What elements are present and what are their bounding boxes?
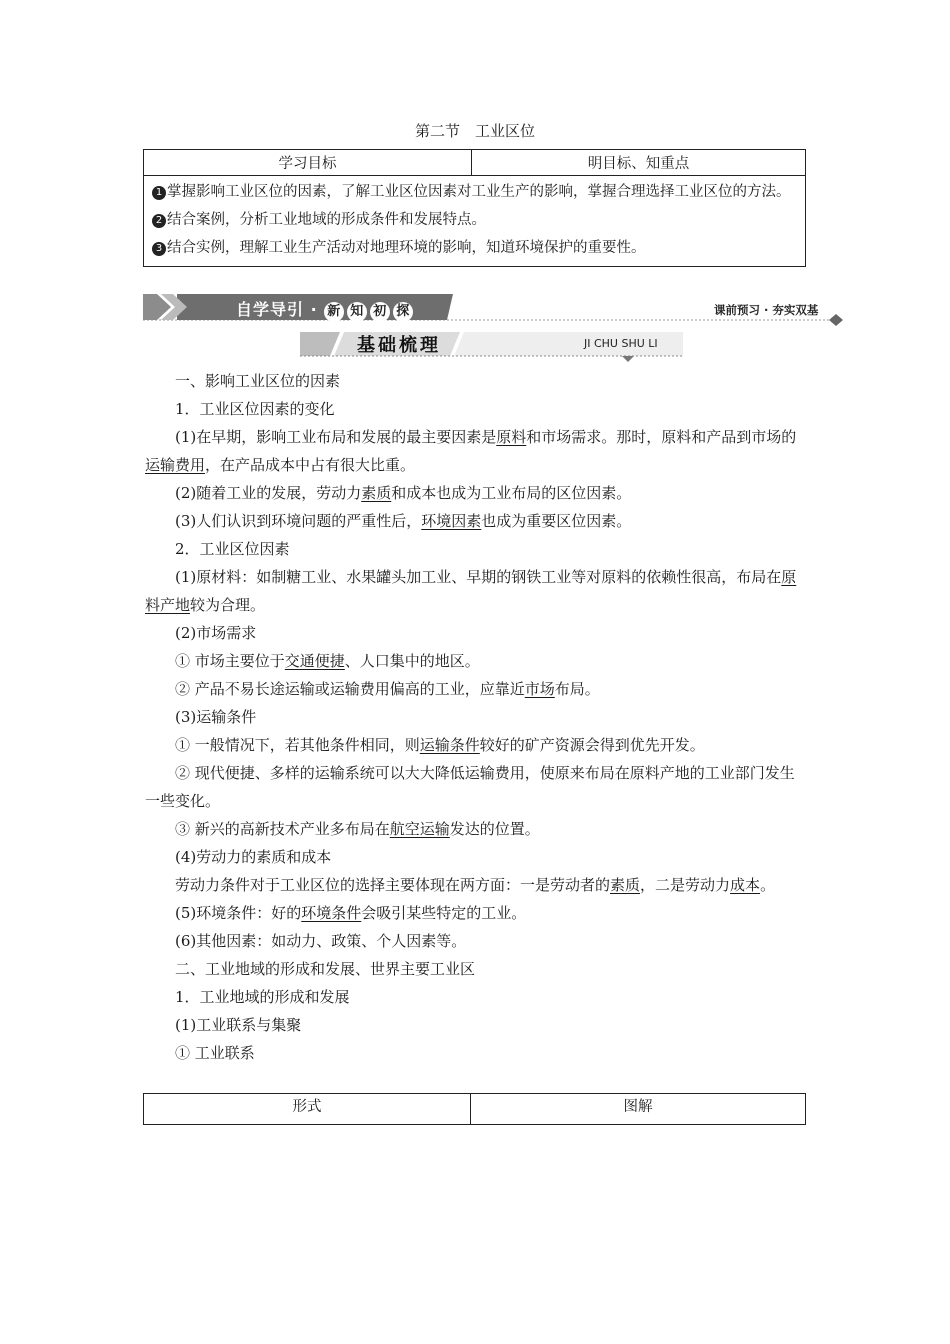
- diamond-icon: [829, 314, 843, 326]
- answer-blank: 成本: [730, 876, 761, 894]
- paragraph: [145, 647, 808, 675]
- text-run: 1．工业区位因素的变化: [175, 400, 335, 418]
- text-run: 较好的矿产资源会得到优先开发。: [479, 736, 705, 754]
- answer-blank: 环境因素: [421, 512, 482, 530]
- text-run: (1)原材料：如制糖工业、水果罐头加工业、早期的钢铁工业等对原料的依赖性很高，布局在: [175, 568, 782, 586]
- industry-link-table: [143, 1093, 806, 1125]
- number-badge-icon: 3: [152, 242, 166, 256]
- paragraph: [145, 1011, 808, 1039]
- banner-title: 自学导引 · 新 知 初 探: [236, 297, 416, 322]
- text-run: 劳动力条件对于工业区位的选择主要体现在两方面：一是劳动者的: [175, 876, 611, 894]
- banner-char: 知: [347, 302, 367, 322]
- paragraph: [145, 983, 808, 1011]
- paragraph: [145, 423, 808, 479]
- text-run: ② 产品不易长途运输或运输费用偏高的工业，应靠近: [175, 680, 525, 698]
- paragraph: [145, 759, 808, 815]
- answer-blank: 市场: [524, 680, 555, 698]
- text-run: 一、影响工业区位的因素: [175, 372, 341, 390]
- text-run: (6)其他因素：如动力、政策、个人因素等。: [175, 932, 467, 950]
- text-run: (2)市场需求: [175, 624, 257, 642]
- answer-blank: 素质: [610, 876, 641, 894]
- text-run: 也成为重要区位因素。: [481, 512, 632, 530]
- text-run: 发达的位置。: [449, 820, 540, 838]
- text-run: 。: [760, 876, 776, 894]
- paragraph: [145, 367, 808, 395]
- paragraph: [145, 479, 808, 507]
- learning-goals-table: [143, 149, 806, 267]
- paragraph: [145, 815, 808, 843]
- paragraph: [145, 703, 808, 731]
- text-run: (1)工业联系与集聚: [175, 1016, 302, 1034]
- goals-body: [144, 176, 806, 267]
- text-run: (1)在早期，影响工业布局和发展的最主要因素是: [175, 428, 497, 446]
- text-run: 较为合理。: [190, 596, 266, 614]
- paragraph: [145, 395, 808, 423]
- text-run: ③ 新兴的高新技术产业多布局在: [175, 820, 390, 838]
- paragraph: [145, 1039, 808, 1067]
- banner-subtitle: 课前预习 · 夯实双基: [714, 303, 819, 317]
- goal-item: 2 结合案例，分析工业地域的形成条件和发展特点。: [152, 206, 799, 234]
- answer-blank: 原料产地: [145, 568, 797, 614]
- answer-blank: 运输费用: [145, 456, 206, 474]
- goals-header-left: 学习目标: [144, 150, 472, 176]
- text-run: (3)运输条件: [175, 708, 257, 726]
- paragraph: [145, 731, 808, 759]
- text-run: 1．工业地域的形成和发展: [175, 988, 350, 1006]
- answer-blank: 航空运输: [389, 820, 450, 838]
- text-run: 和成本也成为工业布局的区位因素。: [391, 484, 632, 502]
- text-run: (3)人们认识到环境问题的严重性后，: [175, 512, 422, 530]
- banner-char: 探: [393, 302, 413, 322]
- answer-blank: 原料: [496, 428, 527, 446]
- text-run: ，在产品成本中占有很大比重。: [205, 456, 416, 474]
- goals-header-right: 明目标、知重点: [472, 150, 806, 176]
- answer-blank: 交通便捷: [284, 652, 345, 670]
- text-run: ② 现代便捷、多样的运输系统可以大大降低运输费用，使原来布局在原料产地的工业部门发生一些变化。: [145, 764, 795, 810]
- main-content: [145, 367, 808, 1067]
- number-badge-icon: 1: [152, 186, 166, 200]
- paragraph: [145, 619, 808, 647]
- number-badge-icon: 2: [152, 214, 166, 228]
- answer-blank: 环境条件: [301, 904, 362, 922]
- paragraph: [145, 843, 808, 871]
- text-run: 二、工业地域的形成和发展、世界主要工业区: [175, 960, 476, 978]
- section-title: 基础梳理: [357, 335, 441, 356]
- caret-down-icon: [622, 356, 634, 362]
- text-run: (4)劳动力的素质和成本: [175, 848, 332, 866]
- paragraph: [145, 899, 808, 927]
- text-run: 、人口集中的地区。: [344, 652, 480, 670]
- text-run: 布局。: [554, 680, 600, 698]
- text-run: ① 市场主要位于: [175, 652, 285, 670]
- paragraph: [145, 535, 808, 563]
- table-header-diagram: 图解: [471, 1094, 806, 1125]
- table-header-form: 形式: [144, 1094, 471, 1125]
- answer-blank: 素质: [361, 484, 392, 502]
- answer-blank: 运输条件: [419, 736, 480, 754]
- text-run: ① 一般情况下，若其他条件相同，则: [175, 736, 420, 754]
- text-run: 2．工业区位因素: [175, 540, 290, 558]
- goal-item: 3 结合实例，理解工业生产活动对地理环境的影响，知道环境保护的重要性。: [152, 234, 799, 262]
- text-run: ，二是劳动力: [640, 876, 731, 894]
- goal-item: 1 掌握影响工业区位的因素，了解工业区位因素对工业生产的影响，掌握合理选择工业区位的方法。: [152, 178, 799, 206]
- paragraph: [145, 507, 808, 535]
- text-run: 和市场需求。那时，原料和产品到市场的: [526, 428, 797, 446]
- paragraph: [145, 955, 808, 983]
- paragraph: [145, 871, 808, 899]
- section-pinyin: JI CHU SHU LI: [584, 337, 658, 350]
- paragraph: [145, 675, 808, 703]
- text-run: 会吸引某些特定的工业。: [361, 904, 527, 922]
- page-title: 第二节 工业区位: [414, 122, 535, 140]
- banner-char: 初: [370, 302, 390, 322]
- paragraph: [145, 563, 808, 619]
- banner-char: 新: [324, 302, 344, 322]
- paragraph: [145, 927, 808, 955]
- text-run: (2)随着工业的发展，劳动力: [175, 484, 362, 502]
- text-run: ① 工业联系: [175, 1044, 255, 1062]
- text-run: (5)环境条件：好的: [175, 904, 302, 922]
